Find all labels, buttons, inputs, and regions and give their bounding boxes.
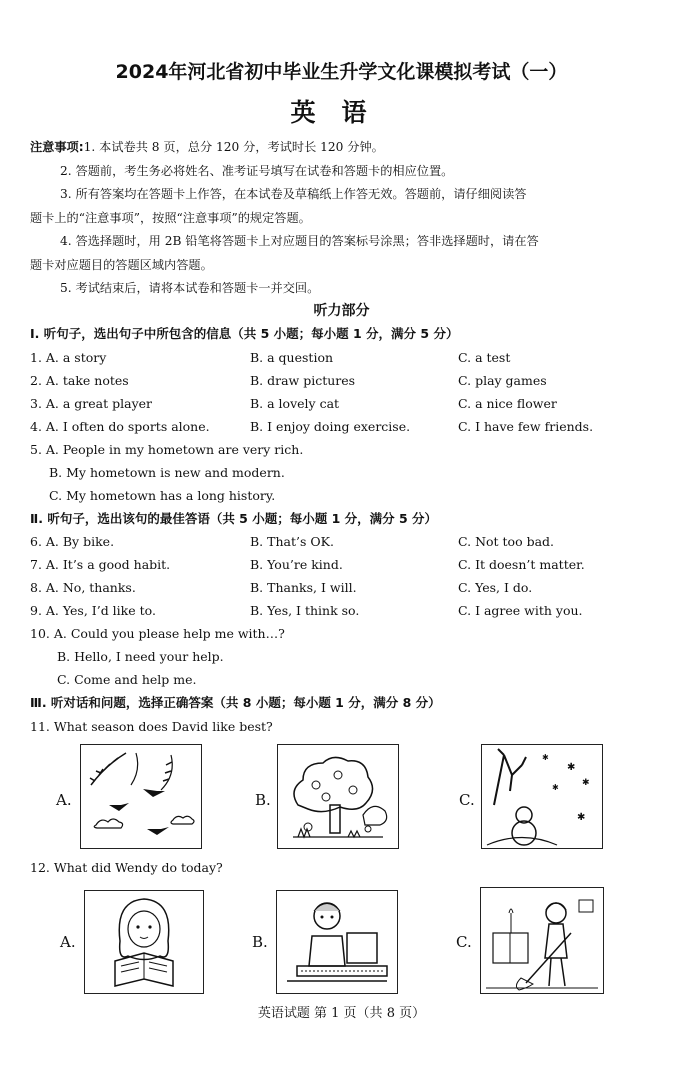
spring-swallows-picture (80, 744, 202, 849)
page-title: 2024年河北省初中毕业生升学文化课模拟考试（一） (115, 61, 568, 83)
option-2a: 2. A. take notes (30, 373, 129, 388)
option-2b: B. draw pictures (250, 373, 356, 388)
option-10a: 10. A. Could you please help me with…? (30, 626, 285, 641)
option-3a: 3. A. a great player (30, 396, 153, 411)
page-footer: 英语试题 第 1 页（共 8 页） (257, 1006, 426, 1021)
option-4b: B. I enjoy doing exercise. (250, 419, 411, 434)
option-7c: C. It doesn’t matter. (458, 557, 585, 572)
broom-icon (481, 888, 603, 993)
svg-text:✱: ✱ (567, 762, 576, 773)
question-row-8 (30, 580, 670, 602)
fruit-tree-icon (278, 745, 398, 848)
subject-title: 英语 (290, 98, 393, 127)
option-1c: C. a test (458, 350, 511, 365)
option-10c: C. Come and help me. (57, 672, 197, 687)
note-item-4b: 题卡对应题目的答题区域内答题。 (30, 257, 213, 272)
girl-sweeping-picture (480, 887, 604, 994)
computer-icon (277, 891, 397, 993)
option-4c: C. I have few friends. (458, 419, 594, 434)
option-11a-label: A. (56, 791, 72, 809)
option-4a: 4. A. I often do sports alone. (30, 419, 210, 434)
option-3c: C. a nice flower (458, 396, 557, 411)
part1-heading: Ⅰ. 听句子，选出句子中所包含的信息（共 5 小题；每小题 1 分，满分 5 分） (30, 326, 459, 341)
option-9c: C. I agree with you. (458, 603, 583, 618)
note-item-5: 5. 考试结束后，请将本试卷和答题卡一并交回。 (60, 281, 320, 295)
option-2c: C. play games (458, 373, 547, 388)
question-row-4 (30, 419, 670, 441)
option-6c: C. Not too bad. (458, 534, 555, 549)
option-5a: 5. A. People in my hometown are very rich. (30, 442, 304, 457)
option-7a: 7. A. It’s a good habit. (30, 557, 171, 572)
option-8a: 8. A. No, thanks. (30, 580, 136, 595)
note-item-3a: 3. 所有答案均在答题卡上作答，在本试卷及草稿纸上作答无效。答题前，请仔细阅读答 (60, 187, 527, 201)
option-11b-label: B. (255, 791, 271, 809)
option-6b: B. That’s OK. (250, 534, 334, 549)
listening-section-title: 听力部分 (313, 303, 370, 319)
svg-text:✱: ✱ (582, 778, 590, 788)
question-row-1 (30, 350, 670, 372)
swallow-icon (81, 745, 201, 848)
question-row-2 (30, 373, 670, 395)
option-8c: C. Yes, I do. (458, 580, 533, 595)
notes-block (30, 136, 662, 301)
question-row-3 (30, 396, 670, 418)
note-item-2: 2. 答题前，考生务必将姓名、准考证号填写在试卷和答题卡的相应位置。 (60, 163, 454, 178)
option-9b: B. Yes, I think so. (250, 603, 360, 618)
autumn-tree-picture (277, 744, 399, 849)
note-item-1: 1. 本试卷共 8 页，总分 120 分，考试时长 120 分钟。 (83, 140, 384, 154)
svg-text:✱: ✱ (552, 783, 559, 792)
question-row-6 (30, 534, 670, 556)
option-6a: 6. A. By bike. (30, 534, 115, 549)
svg-text:✱: ✱ (577, 812, 586, 823)
note-item-3b: 题卡上的“注意事项”，按照“注意事项”的规定答题。 (30, 210, 311, 225)
boy-computer-picture (276, 890, 398, 994)
note-item-4a: 4. 答选择题时，用 2B 铅笔将答题卡上对应题目的答案标号涂黑；答非选择题时，请在答 (60, 234, 539, 248)
option-5c: C. My hometown has a long history. (49, 488, 276, 503)
notes-label: 注意事项: (30, 140, 84, 154)
option-9a: 9. A. Yes, I’d like to. (30, 603, 156, 618)
question-row-7 (30, 557, 670, 579)
option-8b: B. Thanks, I will. (250, 580, 357, 595)
question-12: 12. What did Wendy do today? (30, 860, 223, 875)
girl-reading-picture (84, 890, 204, 994)
option-1b: B. a question (250, 350, 334, 365)
girl-reading-icon (85, 891, 203, 993)
option-1a: 1. A. a story (30, 350, 107, 365)
option-12c-label: C. (456, 933, 472, 951)
question-row-9 (30, 603, 670, 625)
option-5b: B. My hometown is new and modern. (49, 465, 285, 480)
option-7b: B. You’re kind. (250, 557, 343, 572)
option-3b: B. a lovely cat (250, 396, 340, 411)
option-10b: B. Hello, I need your help. (57, 649, 224, 664)
part2-heading: Ⅱ. 听句子，选出该句的最佳答语（共 5 小题；每小题 1 分，满分 5 分） (30, 511, 438, 526)
svg-text:✱: ✱ (542, 753, 549, 762)
question-11: 11. What season does David like best? (30, 719, 273, 734)
option-11c-label: C. (459, 791, 475, 809)
option-12b-label: B. (252, 933, 268, 951)
winter-snowman-picture (481, 744, 603, 849)
option-12a-label: A. (60, 933, 76, 951)
part3-heading: Ⅲ. 听对话和问题，选择正确答案（共 8 小题；每小题 1 分，满分 8 分） (30, 695, 441, 710)
snowman-icon (482, 745, 602, 848)
